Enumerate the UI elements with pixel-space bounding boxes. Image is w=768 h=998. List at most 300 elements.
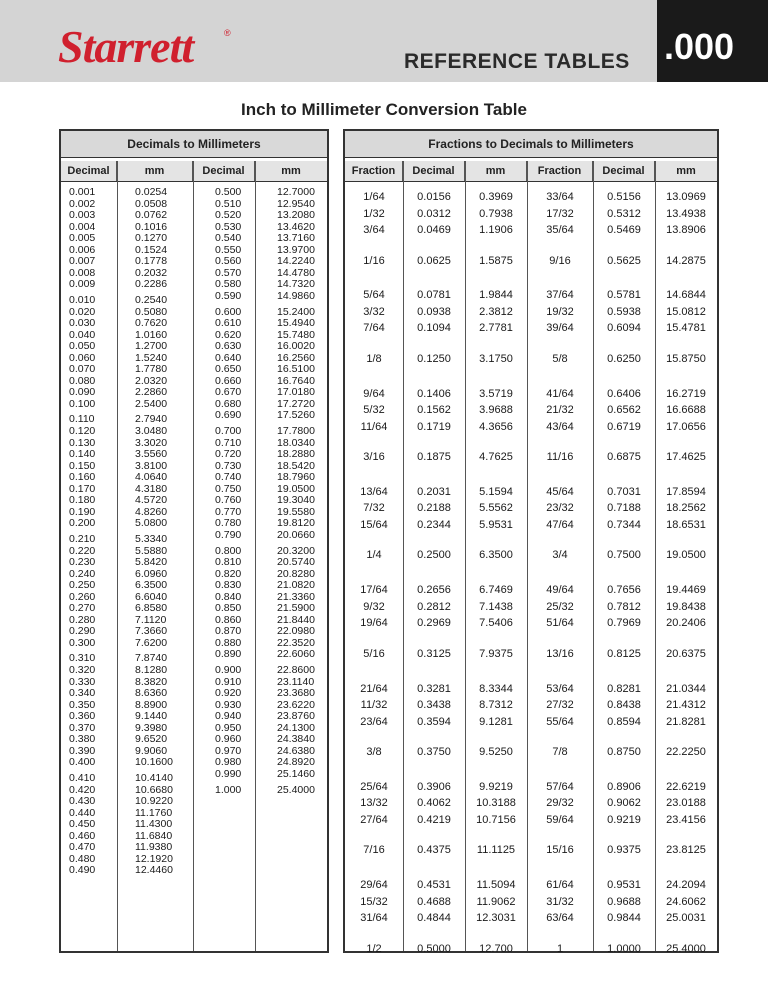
document-title: Inch to Millimeter Conversion Table <box>241 100 527 119</box>
mm-value: 14.9860 <box>277 289 315 302</box>
mm-value: 0.5080 <box>135 305 168 318</box>
decimal-value: 0.350 <box>69 698 96 711</box>
mm-value: 8.8900 <box>135 698 168 711</box>
decimal-value: 0.930 <box>215 698 242 711</box>
fraction-value: 43/64 <box>546 420 574 433</box>
decimal-value: 0.830 <box>215 579 242 592</box>
mm-value: 0.2032 <box>135 266 168 279</box>
mm-value: 9.1440 <box>135 710 168 723</box>
mm-value: 3.9688 <box>479 404 513 417</box>
decimal-value: 0.170 <box>69 482 96 495</box>
mm-value: 5.0800 <box>135 517 168 530</box>
decimal-value: 0.180 <box>69 494 96 507</box>
decimal-value: 0.800 <box>215 544 242 557</box>
fraction-value: 49/64 <box>546 584 574 597</box>
decimal-value: 0.5938 <box>607 305 641 318</box>
fraction-value: 61/64 <box>546 879 574 892</box>
mm-value: 25.4000 <box>666 942 706 955</box>
fraction-value: 7/8 <box>552 746 568 758</box>
mm-value: 12.3031 <box>476 912 516 925</box>
decimal-value: 0.7656 <box>607 584 641 597</box>
fraction-value: 3/4 <box>552 549 568 562</box>
decimal-value: 0.230 <box>69 556 96 569</box>
mm-value: 20.3200 <box>277 544 315 557</box>
mm-value: 16.0020 <box>277 340 315 353</box>
mm-value: 23.8760 <box>277 710 315 723</box>
decimal-value: 0.3125 <box>417 647 451 660</box>
column-header-decimal: Decimal <box>593 161 655 181</box>
column-divider <box>255 161 256 951</box>
decimal-value: 0.1094 <box>417 322 451 335</box>
decimal-value: 0.850 <box>215 602 242 615</box>
mm-value: 6.6040 <box>135 590 168 603</box>
starrett-logo: Starrett <box>58 21 194 72</box>
mm-value: 15.4781 <box>666 322 706 335</box>
decimal-value: 0.220 <box>69 544 96 557</box>
mm-value: 21.0820 <box>277 579 315 592</box>
decimal-value: 0.880 <box>215 636 242 649</box>
registered-mark: ® <box>224 28 231 38</box>
decimal-value: 0.700 <box>215 425 242 437</box>
decimal-value: 0.920 <box>215 687 242 700</box>
mm-value: 15.0812 <box>666 305 706 318</box>
mm-value: 2.7940 <box>135 413 168 426</box>
decimal-value: 0.200 <box>69 517 96 530</box>
mm-value: 14.2240 <box>277 255 315 268</box>
mm-value: 10.6680 <box>135 783 173 796</box>
decimal-value: 0.510 <box>215 197 242 210</box>
fraction-value: 1/2 <box>366 942 382 955</box>
decimal-value: 0.380 <box>69 733 96 746</box>
decimal-value: 0.4219 <box>417 813 451 826</box>
decimal-value: 0.3594 <box>417 715 451 728</box>
mm-value: 22.8600 <box>277 664 315 676</box>
fraction-value: 15/64 <box>360 518 388 531</box>
fraction-value: 17/64 <box>360 584 388 597</box>
fraction-value: 1/16 <box>363 254 385 267</box>
mm-value: 24.3840 <box>277 733 315 746</box>
decimal-value: 0.2031 <box>417 485 451 498</box>
mm-value: 19.0500 <box>277 482 315 495</box>
column-divider <box>527 161 528 951</box>
decimal-value: 0.470 <box>69 841 96 854</box>
mm-value: 18.2880 <box>277 448 315 461</box>
mm-value: 16.2560 <box>277 351 315 364</box>
mm-value: 19.8438 <box>666 600 706 613</box>
decimal-value: 0.250 <box>69 579 96 592</box>
fraction-value: 25/64 <box>360 780 388 793</box>
mm-value: 24.8920 <box>277 756 315 769</box>
column-header-mm: mm <box>255 161 327 181</box>
decimal-value: 0.4375 <box>417 844 451 857</box>
fraction-value: 9/16 <box>549 254 571 267</box>
mm-value: 7.8740 <box>135 652 168 665</box>
decimal-value: 0.4688 <box>417 895 451 908</box>
fraction-value: 7/16 <box>363 844 385 857</box>
column-header-decimal: Decimal <box>403 161 465 181</box>
decimal-value: 0.740 <box>215 471 242 484</box>
fraction-value: 5/32 <box>363 404 385 417</box>
column-header-decimal: Decimal <box>61 161 117 181</box>
mm-value: 7.1438 <box>479 600 513 613</box>
mm-value: 1.5240 <box>135 351 168 364</box>
decimal-value: 1.000 <box>215 783 242 796</box>
decimal-value: 0.030 <box>69 317 96 330</box>
mm-value: 7.1120 <box>135 613 167 626</box>
decimal-value: 0.001 <box>69 186 96 198</box>
decimal-value: 0.1719 <box>417 420 451 433</box>
decimal-value: 0.080 <box>69 374 96 387</box>
decimal-value: 0.5156 <box>607 191 641 203</box>
decimal-value: 0.0625 <box>417 254 451 267</box>
fraction-value: 55/64 <box>546 715 574 728</box>
mm-value: 12.7000 <box>277 186 315 198</box>
decimal-value: 0.6562 <box>607 404 641 417</box>
mm-value: 4.8260 <box>135 505 168 518</box>
decimal-value: 0.320 <box>69 664 96 676</box>
mm-value: 14.2875 <box>666 254 706 267</box>
mm-value: 8.6360 <box>135 687 168 700</box>
mm-value: 20.2406 <box>666 617 706 630</box>
decimal-value: 0.590 <box>215 289 242 302</box>
decimal-value: 0.8906 <box>607 780 641 793</box>
mm-value: 16.5100 <box>277 363 315 376</box>
decimal-value: 0.720 <box>215 448 242 461</box>
fraction-value: 31/64 <box>360 912 388 925</box>
mm-value: 11.5094 <box>476 879 516 892</box>
decimal-value: 0.1875 <box>417 451 451 464</box>
decimal-value: 0.1250 <box>417 352 451 365</box>
column-header-mm: mm <box>465 161 527 181</box>
mm-value: 21.5900 <box>277 602 315 615</box>
decimal-value: 0.480 <box>69 852 96 865</box>
mm-value: 0.1778 <box>135 255 168 268</box>
mm-value: 9.9060 <box>135 744 168 757</box>
decimal-value: 0.870 <box>215 625 242 638</box>
column-divider <box>117 161 118 951</box>
mm-value: 0.3969 <box>479 191 513 203</box>
mm-value: 1.1906 <box>479 224 513 236</box>
column-header-fraction: Fraction <box>345 161 403 181</box>
decimal-value: 0.2188 <box>417 502 451 515</box>
fraction-value: 5/64 <box>363 289 385 302</box>
fraction-value: 3/8 <box>366 746 382 758</box>
fraction-value: 9/64 <box>363 387 385 400</box>
mm-value: 20.6375 <box>666 647 706 660</box>
header-divider <box>61 181 327 182</box>
section-tab-label: .000 <box>664 26 735 67</box>
mm-value: 11.9380 <box>135 841 173 854</box>
decimal-value: 0.0781 <box>417 289 451 302</box>
decimal-value: 0.9375 <box>607 844 641 857</box>
decimal-value: 0.2344 <box>417 518 451 531</box>
mm-value: 13.8906 <box>666 224 706 236</box>
decimal-value: 0.690 <box>215 409 242 422</box>
mm-value: 20.5740 <box>277 556 315 569</box>
decimal-value: 0.9062 <box>607 797 641 810</box>
fractions-table <box>343 129 719 953</box>
decimal-value: 0.980 <box>215 756 242 769</box>
mm-value: 13.4620 <box>277 220 315 233</box>
mm-value: 7.3660 <box>135 625 168 638</box>
decimal-value: 0.580 <box>215 278 242 291</box>
mm-value: 24.2094 <box>666 879 706 892</box>
fraction-value: 39/64 <box>546 322 574 335</box>
decimal-value: 0.650 <box>215 363 242 376</box>
decimal-value: 0.7344 <box>607 518 641 531</box>
mm-value: 23.0188 <box>666 797 706 810</box>
decimal-value: 0.360 <box>69 710 96 723</box>
mm-value: 0.2540 <box>135 293 168 306</box>
mm-value: 0.0508 <box>135 197 168 210</box>
mm-value: 18.0340 <box>277 436 315 449</box>
decimal-value: 0.490 <box>69 864 96 877</box>
mm-value: 0.7620 <box>135 317 168 330</box>
fraction-value: 59/64 <box>546 813 574 826</box>
mm-value: 1.9844 <box>479 289 513 302</box>
fraction-value: 19/64 <box>360 617 388 630</box>
fraction-value: 33/64 <box>546 191 574 203</box>
decimal-value: 0.2656 <box>417 584 451 597</box>
column-header-mm: mm <box>655 161 717 181</box>
decimal-value: 0.8594 <box>607 715 641 728</box>
decimal-value: 0.3906 <box>417 780 451 793</box>
decimal-value: 0.630 <box>215 340 242 353</box>
decimal-value: 0.270 <box>69 602 96 615</box>
mm-value: 0.0762 <box>135 209 168 222</box>
decimal-value: 0.340 <box>69 687 96 700</box>
decimal-value: 0.0156 <box>417 191 451 203</box>
fraction-value: 3/64 <box>363 224 385 236</box>
mm-value: 23.6220 <box>277 698 315 711</box>
decimal-value: 0.7500 <box>607 549 641 562</box>
decimal-value: 0.6875 <box>607 451 641 464</box>
mm-value: 22.6219 <box>666 780 706 793</box>
mm-value: 24.6380 <box>277 744 315 757</box>
fraction-value: 15/32 <box>360 895 388 908</box>
section-title: REFERENCE TABLES <box>404 50 630 73</box>
mm-value: 23.4156 <box>666 813 706 826</box>
decimal-value: 0.730 <box>215 459 242 472</box>
mm-value: 17.5260 <box>277 409 315 422</box>
decimal-value: 0.840 <box>215 590 242 603</box>
fraction-value: 1/4 <box>366 549 382 562</box>
decimal-value: 0.6406 <box>607 387 641 400</box>
decimal-value: 0.3281 <box>417 682 451 695</box>
mm-value: 19.8120 <box>277 517 315 530</box>
decimal-value: 0.310 <box>69 652 96 665</box>
decimal-value: 0.560 <box>215 255 242 268</box>
decimal-value: 0.5625 <box>607 254 641 267</box>
mm-value: 7.9375 <box>479 647 513 660</box>
fraction-value: 23/32 <box>546 502 574 515</box>
decimal-value: 0.500 <box>215 186 242 198</box>
decimal-value: 0.210 <box>69 532 96 545</box>
mm-value: 17.0656 <box>666 420 706 433</box>
mm-value: 9.9219 <box>479 780 513 793</box>
mm-value: 18.7960 <box>277 471 315 484</box>
decimal-value: 0.7188 <box>607 502 641 515</box>
decimal-value: 0.9844 <box>607 912 641 925</box>
mm-value: 14.6844 <box>666 289 706 302</box>
decimal-value: 0.400 <box>69 756 96 769</box>
decimal-value: 0.540 <box>215 232 242 245</box>
mm-value: 3.3020 <box>135 436 168 449</box>
mm-value: 22.3520 <box>277 636 315 649</box>
mm-value: 1.7780 <box>135 363 168 376</box>
decimal-value: 0.190 <box>69 505 96 518</box>
mm-value: 24.1300 <box>277 721 315 734</box>
decimal-value: 0.006 <box>69 243 96 256</box>
mm-value: 1.0160 <box>135 328 168 341</box>
fraction-value: 31/32 <box>546 895 574 908</box>
decimal-value: 0.520 <box>215 209 242 222</box>
fraction-value: 5/16 <box>363 647 385 660</box>
decimal-value: 0.970 <box>215 744 242 757</box>
decimal-value: 0.390 <box>69 744 96 757</box>
decimal-value: 0.750 <box>215 482 242 495</box>
decimal-value: 0.460 <box>69 829 96 842</box>
decimal-value: 0.680 <box>215 397 242 410</box>
mm-value: 23.3680 <box>277 687 315 700</box>
decimal-value: 0.570 <box>215 266 242 279</box>
decimal-value: 0.7812 <box>607 600 641 613</box>
decimal-value: 0.0312 <box>417 207 451 220</box>
header-divider <box>345 181 717 182</box>
column-header-mm: mm <box>117 161 193 181</box>
mm-value: 3.0480 <box>135 425 168 437</box>
mm-value: 7.5406 <box>479 617 513 630</box>
mm-value: 12.700 <box>479 942 513 955</box>
mm-value: 21.3360 <box>277 590 315 603</box>
fraction-value: 11/64 <box>360 420 388 433</box>
fraction-value: 27/32 <box>546 699 574 711</box>
mm-value: 17.8594 <box>666 485 706 498</box>
decimal-value: 0.3438 <box>417 699 451 711</box>
mm-value: 2.0320 <box>135 374 168 387</box>
decimal-value: 0.550 <box>215 243 242 256</box>
fraction-value: 15/16 <box>546 844 574 857</box>
mm-value: 19.4469 <box>666 584 706 597</box>
decimal-value: 0.4531 <box>417 879 451 892</box>
mm-value: 2.3812 <box>479 305 513 318</box>
mm-value: 4.3656 <box>479 420 513 433</box>
mm-value: 8.3820 <box>135 675 168 688</box>
decimal-value: 0.7969 <box>607 617 641 630</box>
decimal-value: 0.960 <box>215 733 242 746</box>
decimal-value: 0.780 <box>215 517 242 530</box>
fraction-value: 1/32 <box>363 207 385 220</box>
decimal-value: 0.6094 <box>607 322 641 335</box>
decimal-value: 0.004 <box>69 220 96 233</box>
mm-value: 22.0980 <box>277 625 315 638</box>
decimal-value: 0.4844 <box>417 912 451 925</box>
mm-value: 16.6688 <box>666 404 706 417</box>
decimal-value: 0.710 <box>215 436 242 449</box>
mm-value: 15.4940 <box>277 317 315 330</box>
mm-value: 13.9700 <box>277 243 315 256</box>
mm-value: 16.2719 <box>666 387 706 400</box>
fraction-value: 35/64 <box>546 224 574 236</box>
decimal-value: 0.8125 <box>607 647 641 660</box>
mm-value: 8.1280 <box>135 664 168 676</box>
mm-value: 0.7938 <box>479 207 513 220</box>
mm-value: 14.4780 <box>277 266 315 279</box>
mm-value: 10.1600 <box>135 756 173 769</box>
decimal-value: 0.9531 <box>607 879 641 892</box>
mm-value: 8.7312 <box>479 699 513 711</box>
mm-value: 9.5250 <box>479 746 513 758</box>
decimals-table <box>59 129 329 953</box>
mm-value: 10.9220 <box>135 795 173 808</box>
decimal-value: 0.5781 <box>607 289 641 302</box>
mm-value: 14.7320 <box>277 278 315 291</box>
fraction-value: 51/64 <box>546 617 574 630</box>
mm-value: 17.2720 <box>277 397 315 410</box>
fraction-value: 11/16 <box>546 451 574 464</box>
decimal-value: 0.003 <box>69 209 96 222</box>
fraction-value: 1/64 <box>363 191 385 203</box>
decimal-value: 0.790 <box>215 528 242 541</box>
mm-value: 8.3344 <box>479 682 513 695</box>
mm-value: 4.5720 <box>135 494 168 507</box>
mm-value: 3.5560 <box>135 448 168 461</box>
decimal-value: 0.260 <box>69 590 96 603</box>
mm-value: 12.1920 <box>135 852 173 865</box>
decimal-value: 0.5000 <box>417 942 451 955</box>
fraction-value: 29/32 <box>546 797 574 810</box>
fraction-value: 13/32 <box>360 797 388 810</box>
mm-value: 10.4140 <box>135 771 173 784</box>
mm-value: 15.8750 <box>666 352 706 365</box>
decimal-value: 0.9688 <box>607 895 641 908</box>
decimal-value: 0.670 <box>215 386 242 399</box>
fraction-value: 21/32 <box>546 404 574 417</box>
mm-value: 6.7469 <box>479 584 513 597</box>
mm-value: 21.8281 <box>666 715 706 728</box>
mm-value: 5.8420 <box>135 556 168 569</box>
decimal-value: 0.150 <box>69 459 96 472</box>
mm-value: 11.9062 <box>476 895 516 908</box>
mm-value: 6.3500 <box>479 549 513 562</box>
fraction-value: 1/8 <box>366 352 382 365</box>
mm-value: 9.6520 <box>135 733 168 746</box>
decimal-value: 0.130 <box>69 436 96 449</box>
mm-value: 19.5580 <box>277 505 315 518</box>
mm-value: 0.1524 <box>135 243 168 256</box>
mm-value: 25.1460 <box>277 767 315 780</box>
mm-value: 6.8580 <box>135 602 168 615</box>
decimal-value: 0.9219 <box>607 813 641 826</box>
decimal-value: 0.6250 <box>607 352 641 365</box>
decimal-value: 0.370 <box>69 721 96 734</box>
decimal-value: 0.100 <box>69 397 96 410</box>
decimal-value: 0.070 <box>69 363 96 376</box>
decimal-value: 0.990 <box>215 767 242 780</box>
fraction-value: 11/32 <box>360 699 388 711</box>
decimal-value: 0.140 <box>69 448 96 461</box>
mm-value: 1.2700 <box>135 340 168 353</box>
mm-value: 2.5400 <box>135 397 168 410</box>
mm-value: 18.6531 <box>666 518 706 531</box>
mm-value: 5.3340 <box>135 532 168 545</box>
fraction-value: 45/64 <box>546 485 574 498</box>
mm-value: 6.0960 <box>135 567 168 580</box>
fraction-value: 9/32 <box>363 600 385 613</box>
mm-value: 17.4625 <box>666 451 706 464</box>
decimal-value: 0.005 <box>69 232 96 245</box>
mm-value: 5.1594 <box>479 485 513 498</box>
